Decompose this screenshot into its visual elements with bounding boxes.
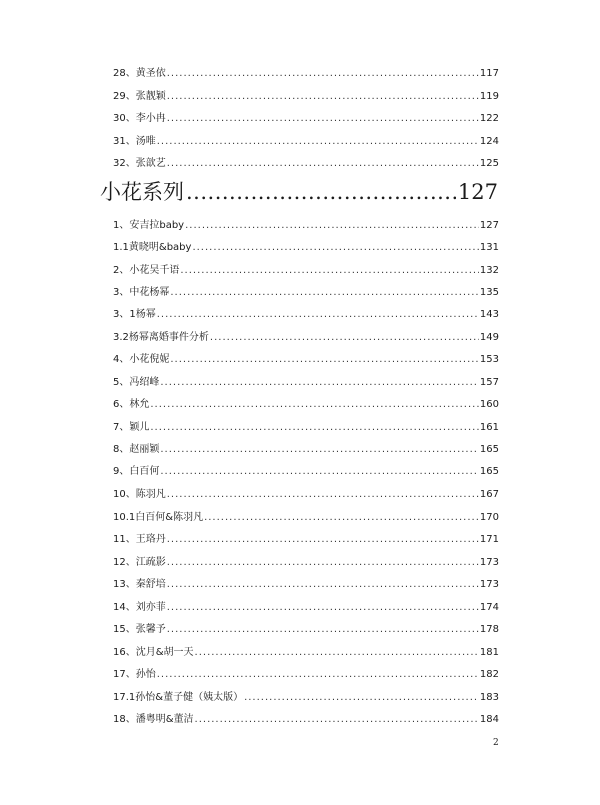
toc-entry[interactable]	[113, 219, 499, 233]
dot-leader	[160, 443, 479, 457]
toc-entry[interactable]	[113, 443, 499, 457]
dot-leader	[167, 533, 479, 547]
toc-entry-label: 17、孙怡	[113, 669, 156, 680]
dot-leader	[160, 376, 479, 390]
toc-entry[interactable]	[113, 623, 499, 637]
dot-leader	[167, 556, 479, 570]
dot-leader	[150, 421, 479, 435]
dot-leader	[186, 178, 456, 206]
toc-entry-label: 4、小花倪妮	[113, 354, 170, 365]
toc-entry-page: 173	[479, 579, 499, 590]
dot-leader	[180, 264, 479, 278]
toc-entry-page: 165	[479, 444, 499, 455]
toc-entry-page: 170	[479, 512, 499, 523]
dot-leader	[167, 601, 479, 615]
dot-leader	[210, 331, 479, 345]
toc-section-heading[interactable]	[100, 178, 498, 206]
dot-leader	[157, 308, 479, 322]
toc-entry-page: 119	[479, 91, 499, 102]
toc-entry-page: 153	[479, 354, 499, 365]
toc-entry-page: 125	[479, 158, 499, 169]
toc-entry-label: 28、黄圣依	[113, 68, 166, 79]
toc-entry[interactable]	[113, 511, 499, 525]
toc-entry[interactable]	[113, 713, 499, 727]
dot-leader	[204, 511, 479, 525]
toc-entry-label: 9、白百何	[113, 466, 160, 477]
toc-entry-page: 124	[479, 136, 499, 147]
toc-entry[interactable]	[113, 691, 499, 705]
dot-leader	[167, 67, 479, 81]
section-heading-page: 127	[457, 180, 498, 204]
toc-entry-label: 32、张歆艺	[113, 158, 166, 169]
toc-entry[interactable]	[113, 556, 499, 570]
toc-entry-page: 157	[479, 377, 499, 388]
toc-entry[interactable]	[113, 398, 499, 412]
dot-leader	[185, 219, 479, 233]
toc-entry-label: 13、秦舒培	[113, 579, 166, 590]
toc-entry-page: 183	[479, 692, 499, 703]
toc-entry-page: 160	[479, 399, 499, 410]
toc-entry-page: 178	[479, 624, 499, 635]
toc-entry-label: 6、林允	[113, 399, 150, 410]
dot-leader	[244, 691, 479, 705]
toc-entry-label: 16、沈月&胡一天	[113, 647, 194, 658]
toc-entry-page: 122	[479, 113, 499, 124]
toc-entry[interactable]	[113, 135, 499, 149]
dot-leader	[167, 488, 479, 502]
toc-entry-label: 18、潘粤明&董洁	[113, 714, 194, 725]
toc-entry[interactable]	[113, 601, 499, 615]
toc-entry-label: 12、江疏影	[113, 557, 166, 568]
dot-leader	[170, 286, 479, 300]
toc-entry-label: 29、张靓颖	[113, 91, 166, 102]
toc-entry[interactable]	[113, 67, 499, 81]
toc-entry[interactable]	[113, 157, 499, 171]
toc-entry-page: 117	[479, 68, 499, 79]
toc-entry-page: 182	[479, 669, 499, 680]
toc-entry[interactable]	[113, 331, 499, 345]
toc-entry[interactable]	[113, 533, 499, 547]
toc-entry-label: 31、汤唯	[113, 136, 156, 147]
toc-entry-page: 174	[479, 602, 499, 613]
dot-leader	[167, 623, 479, 637]
toc-entry-page: 161	[479, 422, 499, 433]
toc-entry-label: 10、陈羽凡	[113, 489, 166, 500]
toc-entry-label: 14、刘亦菲	[113, 602, 166, 613]
toc-entry[interactable]	[113, 578, 499, 592]
dot-leader	[167, 157, 479, 171]
toc-entry-page: 149	[479, 332, 499, 343]
toc-entry-page: 135	[479, 287, 499, 298]
dot-leader	[167, 578, 479, 592]
toc-entry-label: 3、中花杨幂	[113, 287, 170, 298]
dot-leader	[170, 353, 479, 367]
toc-entry-page: 167	[479, 489, 499, 500]
dot-leader	[157, 135, 479, 149]
toc-entry[interactable]	[113, 241, 499, 255]
dot-leader	[150, 398, 479, 412]
toc-entry-label: 11、王珞丹	[113, 534, 166, 545]
toc-entry-label: 10.1白百何&陈羽凡	[113, 512, 204, 523]
toc-entry-label: 7、颖儿	[113, 422, 150, 433]
dot-leader	[167, 90, 479, 104]
toc-entry-label: 1、安吉拉baby	[113, 220, 185, 231]
toc-entry[interactable]	[113, 353, 499, 367]
toc-entry[interactable]	[113, 90, 499, 104]
toc-entry-label: 3.2杨幂离婚事件分析	[113, 332, 209, 343]
toc-entry-label: 15、张馨予	[113, 624, 166, 635]
toc-entry-label: 17.1孙怡&董子健（姨太版）	[113, 692, 244, 703]
toc-entry[interactable]	[113, 488, 499, 502]
toc-entry-page: 165	[479, 466, 499, 477]
toc-entry[interactable]	[113, 264, 499, 278]
toc-entry-page: 173	[479, 557, 499, 568]
toc-entry-page: 171	[479, 534, 499, 545]
toc-entry-page: 143	[479, 309, 499, 320]
toc-entry-page: 184	[479, 714, 499, 725]
toc-entry-page: 132	[479, 265, 499, 276]
dot-leader	[157, 668, 479, 682]
toc-entry[interactable]	[113, 646, 499, 660]
toc-entry[interactable]	[113, 112, 499, 126]
toc-entry[interactable]	[113, 286, 499, 300]
toc-entry[interactable]	[113, 308, 499, 322]
toc-entry-label: 5、冯绍峰	[113, 377, 160, 388]
dot-leader	[195, 646, 479, 660]
dot-leader	[167, 112, 479, 126]
toc-entry-label: 3、1杨幂	[113, 309, 156, 320]
toc-entry-page: 127	[479, 220, 499, 231]
toc-entry-page: 181	[479, 647, 499, 658]
toc-entry[interactable]	[113, 421, 499, 435]
dot-leader	[192, 241, 478, 255]
toc-entry-label: 30、李小冉	[113, 113, 166, 124]
dot-leader	[160, 465, 479, 479]
toc-entry-label: 2、小花吴千语	[113, 265, 180, 276]
toc-entry-label: 1.1黄晓明&baby	[113, 242, 192, 253]
toc-entry[interactable]	[113, 465, 499, 479]
toc-entry-page: 131	[479, 242, 499, 253]
toc-entry[interactable]	[113, 668, 499, 682]
toc-entry-label: 8、赵丽颖	[113, 444, 160, 455]
dot-leader	[195, 713, 479, 727]
section-heading-label: 小花系列	[100, 180, 184, 204]
toc-entry[interactable]	[113, 376, 499, 390]
page-number: 2	[493, 738, 499, 748]
